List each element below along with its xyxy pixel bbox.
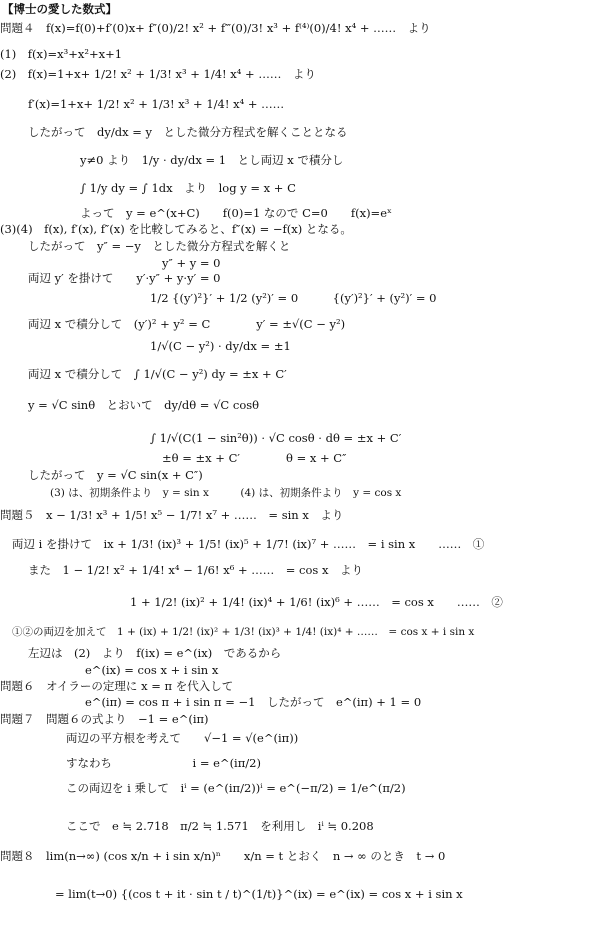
text-line: よって y = e^(x+C) f(0)=1 なので C=0 f(x)=eˣ xyxy=(80,206,392,220)
text-line: ここで e ≒ 2.718 π/2 ≒ 1.571 を利用し iⁱ ≒ 0.208 xyxy=(66,819,374,833)
text-line: 1 + 1/2! (ix)² + 1/4! (ix)⁴ + 1/6! (ix)⁶ + …… = cos x …… ② xyxy=(130,595,503,609)
text-line: (3)(4) f(x), f′(x), f″(x) を比較してみると、f″(x) = −f(x) となる。 xyxy=(0,222,352,236)
text-line: 両辺の平方根を考えて √−1 = √(e^(iπ)) xyxy=(66,731,299,745)
text-line: 問題５ x − 1/3! x³ + 1/5! x⁵ − 1/7! x⁷ + …… = sin x より xyxy=(0,508,344,522)
text-line: (2) f(x)=1+x+ 1/2! x² + 1/3! x³ + 1/4! x⁴ + …… より xyxy=(0,67,316,81)
text-line: y = √C sinθ とおいて dy/dθ = √C cosθ xyxy=(28,398,260,412)
text-line: (1) f(x)=x³+x²+x+1 xyxy=(0,47,123,61)
text-line: = lim(t→0) {(cos t + it · sin t / t)^(1/t)}^(ix) = e^(ix) = cos x + i sin x xyxy=(55,887,463,901)
text-line: また 1 − 1/2! x² + 1/4! x⁴ − 1/6! x⁶ + …… = cos x より xyxy=(28,563,363,577)
text-line: 問題４ f(x)=f(0)+f′(0)x+ f″(0)/2! x² + f‴(0)/3! x³ + f⁽⁴⁾(0)/4! x⁴ + …… より xyxy=(0,21,431,35)
text-line: 両辺 x で積分して ∫ 1/√(C − y²) dy = ±x + C′ xyxy=(28,367,287,381)
text-line: 左辺は (2) より f(ix) = e^(ix) であるから xyxy=(28,646,282,660)
text-line: f′(x)=1+x+ 1/2! x² + 1/3! x³ + 1/4! x⁴ + …… xyxy=(28,97,285,111)
text-line: ±θ = ±x + C′ θ = x + C″ xyxy=(162,451,347,465)
text-line: すなわち i = e^(iπ/2) xyxy=(66,756,261,770)
text-line: 両辺 y′ を掛けて y′·y″ + y·y′ = 0 xyxy=(28,271,221,285)
text-line: 両辺 x で積分して (y′)² + y² = C y′ = ±√(C − y²) xyxy=(28,317,346,331)
text-line: ①②の両辺を加えて 1 + (ix) + 1/2! (ix)² + 1/3! (ix)³ + 1/4! (ix)⁴ + …… = cos x + i sin x xyxy=(12,626,475,638)
text-line: したがって dy/dx = y とした微分方程式を解くこととなる xyxy=(28,125,348,139)
text-line: e^(ix) = cos x + i sin x xyxy=(85,663,219,677)
text-line: 問題７ 問題６の式より −1 = e^(iπ) xyxy=(0,712,209,726)
text-line: (3) は、初期条件より y = sin x (4) は、初期条件より y = cos x xyxy=(50,487,402,499)
document-title: 【博士の愛した数式】 xyxy=(2,2,117,16)
text-line: 1/2 {(y′)²}′ + 1/2 (y²)′ = 0 {(y′)²}′ + (y²)′ = 0 xyxy=(150,291,437,305)
text-line: したがって y = √C sin(x + C″) xyxy=(28,468,203,482)
text-line: 問題８ lim(n→∞) (cos x/n + i sin x/n)ⁿ x/n = t とおく n → ∞ のとき t → 0 xyxy=(0,849,446,863)
text-line: 問題６ オイラーの定理に x = π を代入して xyxy=(0,679,234,693)
text-line: y≠0 より 1/y · dy/dx = 1 とし両辺 x で積分し xyxy=(80,153,344,167)
text-line: 1/√(C − y²) · dy/dx = ±1 xyxy=(150,339,291,353)
text-line: ∫ 1/√(C(1 − sin²θ)) · √C cosθ · dθ = ±x + C′ xyxy=(150,431,402,445)
text-line: y″ + y = 0 xyxy=(162,256,221,270)
text-line: 両辺 i を掛けて ix + 1/3! (ix)³ + 1/5! (ix)⁵ + 1/7! (ix)⁷ + …… = i sin x …… ① xyxy=(12,537,485,551)
text-line: e^(iπ) = cos π + i sin π = −1 したがって e^(iπ) + 1 = 0 xyxy=(85,695,422,709)
text-line: ∫ 1/y dy = ∫ 1dx より log y = x + C xyxy=(80,181,296,195)
text-line: したがって y″ = −y とした微分方程式を解くと xyxy=(28,239,291,253)
text-line: この両辺を i 乗して iⁱ = (e^(iπ/2))ⁱ = e^(−π/2) = 1/e^(π/2) xyxy=(66,781,406,795)
